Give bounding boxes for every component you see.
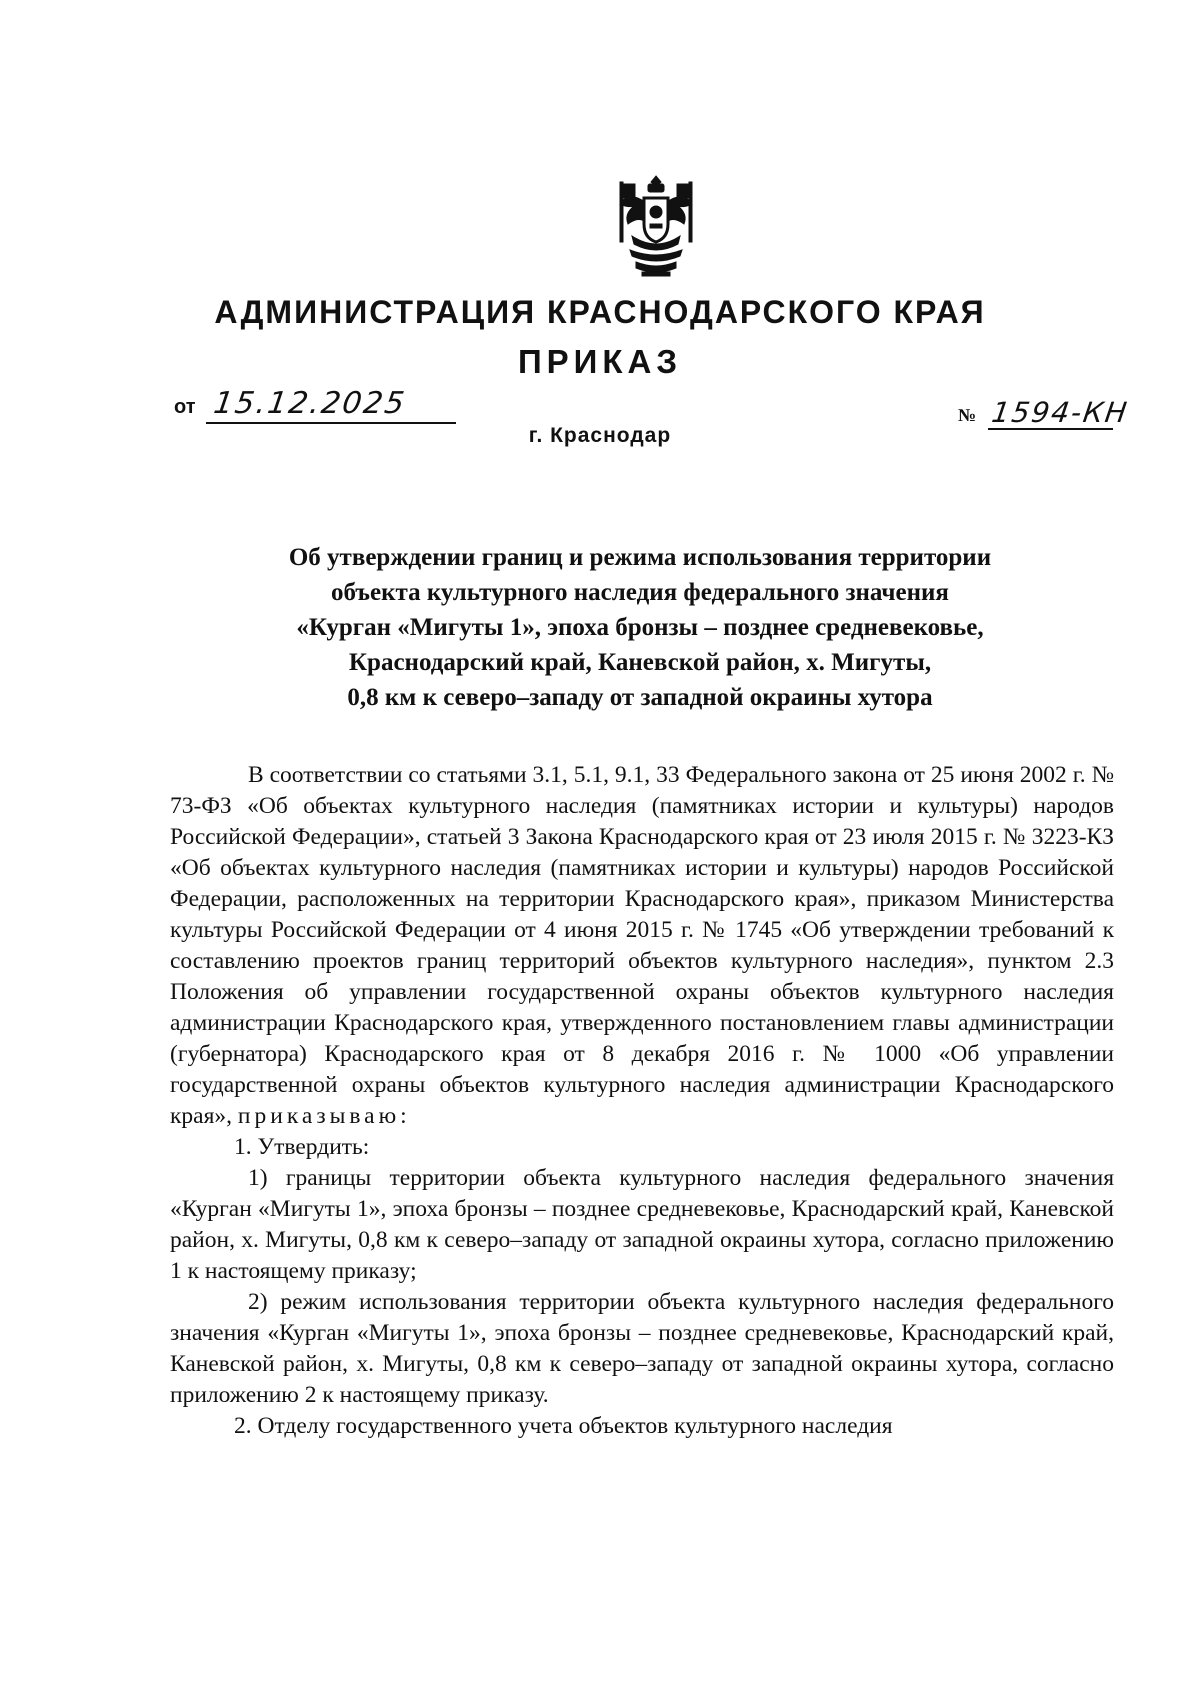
organization-title: АДМИНИСТРАЦИЯ КРАСНОДАРСКОГО КРАЯ <box>214 294 986 330</box>
order-subject <box>160 540 1120 715</box>
coat-of-arms-icon <box>612 172 700 280</box>
subject-line: Краснодарский край, Каневской район, х. Мигуты, <box>348 649 932 676</box>
item-1-1: 1) границы территории объекта культурного наследия федерального значения «Курган «Мигуты 1», эпоха бронзы – позднее средневековье, Краснодарский край, Каневской район, х. Мигуты, 0,8 км к северо–западу от западной окраины хутора, согласно приложению 1 к настоящему приказу; <box>170 1165 1114 1284</box>
date-handwritten: 15.12.2025 <box>211 386 409 421</box>
number-handwritten: 1594-КН <box>989 396 1131 429</box>
order-suffix: : <box>400 1103 407 1129</box>
item-1-2: 2) режим использования территории объекта культурного наследия федерального значения «Курган «Мигуты 1», эпоха бронзы – позднее средневековье, Краснодарский край, Каневской район, х. Мигуты, 0,8 км к северо–западу от западной окраины хутора, согласно приложению 2 к настоящему приказу. <box>170 1289 1114 1408</box>
date-prefix: от <box>174 396 196 418</box>
document-type: ПРИКАЗ <box>517 343 683 380</box>
item-1: 1. Утвердить: <box>234 1134 370 1160</box>
preamble-paragraph <box>170 760 1114 1132</box>
preamble-text: В соответствии со статьями 3.1, 5.1, 9.1, 33 Федерального закона от 25 июня 2002 г. № 73-ФЗ «Об объектах культурного наследия (памятниках истории и культуры) народов Российской Федерации», статьей 3 Закона Краснодарского края от 23 июля 2015 г. № 3223-КЗ «Об объектах культурного наследия (памятниках истории и культуры) народов Российской Федерации, расположенных на территории Краснодарского края», приказом Министерства культуры Российской Федерации от 4 июня 2015 г. № 1745 «Об утверждении требований к составлению проектов границ территорий объектов культурного наследия», пунктом 2.3 Положения об управлении государственной охраны объектов культурного наследия администрации Краснодарского края, утвержденного постановлением главы администрации (губернатора) Краснодарского края от 8 декабря 2016 г. № 1000 «Об управлении государственной охраны объектов культурного наследия администрации Краснодарского края», <box>170 762 1114 1129</box>
subject-line: объекта культурного наследия федерального значения <box>331 579 949 606</box>
subject-line: «Курган «Мигуты 1», эпоха бронзы – позднее средневековье, <box>296 614 984 641</box>
order-body <box>170 760 1114 1442</box>
subject-line: 0,8 км к северо–западу от западной окраины хутора <box>347 684 933 711</box>
order-word: приказываю <box>237 1103 401 1129</box>
number-prefix: № <box>958 405 977 425</box>
city-label: г. Краснодар <box>528 424 672 447</box>
item-2: 2. Отделу государственного учета объектов культурного наследия <box>234 1413 893 1439</box>
subject-line: Об утверждении границ и режима использования территории <box>288 544 992 571</box>
